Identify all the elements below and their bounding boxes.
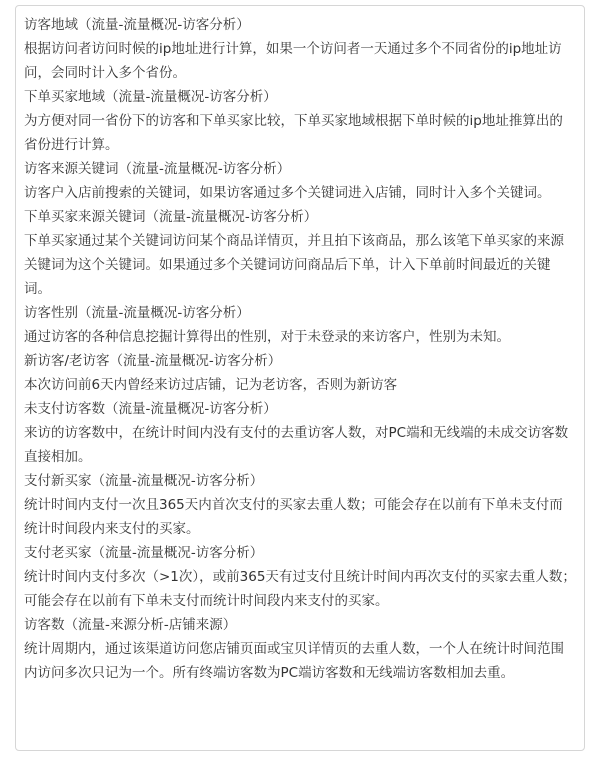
desc-old-paying-buyer: 统计时间内支付多次（>1次），或前365天有过支付且统计时间内再次支付的买家去重人数；可能会存在以前有下单未支付而统计时间段内来支付的买家。 bbox=[24, 569, 576, 609]
desc-buyer-region: 为方便对同一省份下的访客和下单买家比较，下单买家地域根据下单时候的ip地址推算出的省份进行计算。 bbox=[24, 113, 563, 153]
desc-new-old-visitor: 本次访问前6天内曾经来访过店铺，记为老访客，否则为新访客 bbox=[24, 377, 398, 393]
desc-visitor-region: 根据访问者访问时候的ip地址进行计算，如果一个访问者一天通过多个不同省份的ip地址访问，会同时计入多个省份。 bbox=[24, 41, 562, 81]
term-visitor-count: 访客数（流量-来源分析-店铺来源） bbox=[24, 617, 237, 633]
term-visitor-region: 访客地域（流量-流量概况-访客分析） bbox=[24, 17, 250, 33]
desc-visitor-gender: 通过访客的各种信息挖掘计算得出的性别，对于未登录的来访客户，性别为未知。 bbox=[24, 329, 510, 345]
desc-buyer-keyword: 下单买家通过某个关键词访问某个商品详情页，并且拍下该商品，那么该笔下单买家的来源关键词为这个关键词。如果通过多个关键词访问商品后下单，计入下单前时间最近的关键词。 bbox=[24, 233, 564, 297]
term-new-old-visitor: 新访客/老访客（流量-流量概况-访客分析） bbox=[24, 353, 282, 369]
term-old-paying-buyer: 支付老买家（流量-流量概况-访客分析） bbox=[24, 545, 264, 561]
term-new-paying-buyer: 支付新买家（流量-流量概况-访客分析） bbox=[24, 473, 264, 489]
term-visitor-gender: 访客性别（流量-流量概况-访客分析） bbox=[24, 305, 250, 321]
desc-visitor-count: 统计周期内，通过该渠道访问您店铺页面或宝贝详情页的去重人数，一个人在统计时间范围内访问多次只记为一个。所有终端访客数为PC端访客数和无线端访客数相加去重。 bbox=[24, 641, 564, 681]
term-buyer-keyword: 下单买家来源关键词（流量-流量概况-访客分析） bbox=[24, 209, 318, 225]
glossary-panel bbox=[15, 5, 585, 751]
desc-unpaid-visitors: 来访的访客数中，在统计时间内没有支付的去重访客人数，对PC端和无线端的未成交访客数直接相加。 bbox=[24, 425, 569, 465]
term-visitor-keyword: 访客来源关键词（流量-流量概况-访客分析） bbox=[24, 161, 291, 177]
term-buyer-region: 下单买家地域（流量-流量概况-访客分析） bbox=[24, 89, 277, 105]
desc-visitor-keyword: 访客户入店前搜索的关键词，如果访客通过多个关键词进入店铺，同时计入多个关键词。 bbox=[24, 185, 551, 201]
term-unpaid-visitors: 未支付访客数（流量-流量概况-访客分析） bbox=[24, 401, 277, 417]
desc-new-paying-buyer: 统计时间内支付一次且365天内首次支付的买家去重人数；可能会存在以前有下单未支付而统计时间段内来支付的买家。 bbox=[24, 497, 563, 537]
